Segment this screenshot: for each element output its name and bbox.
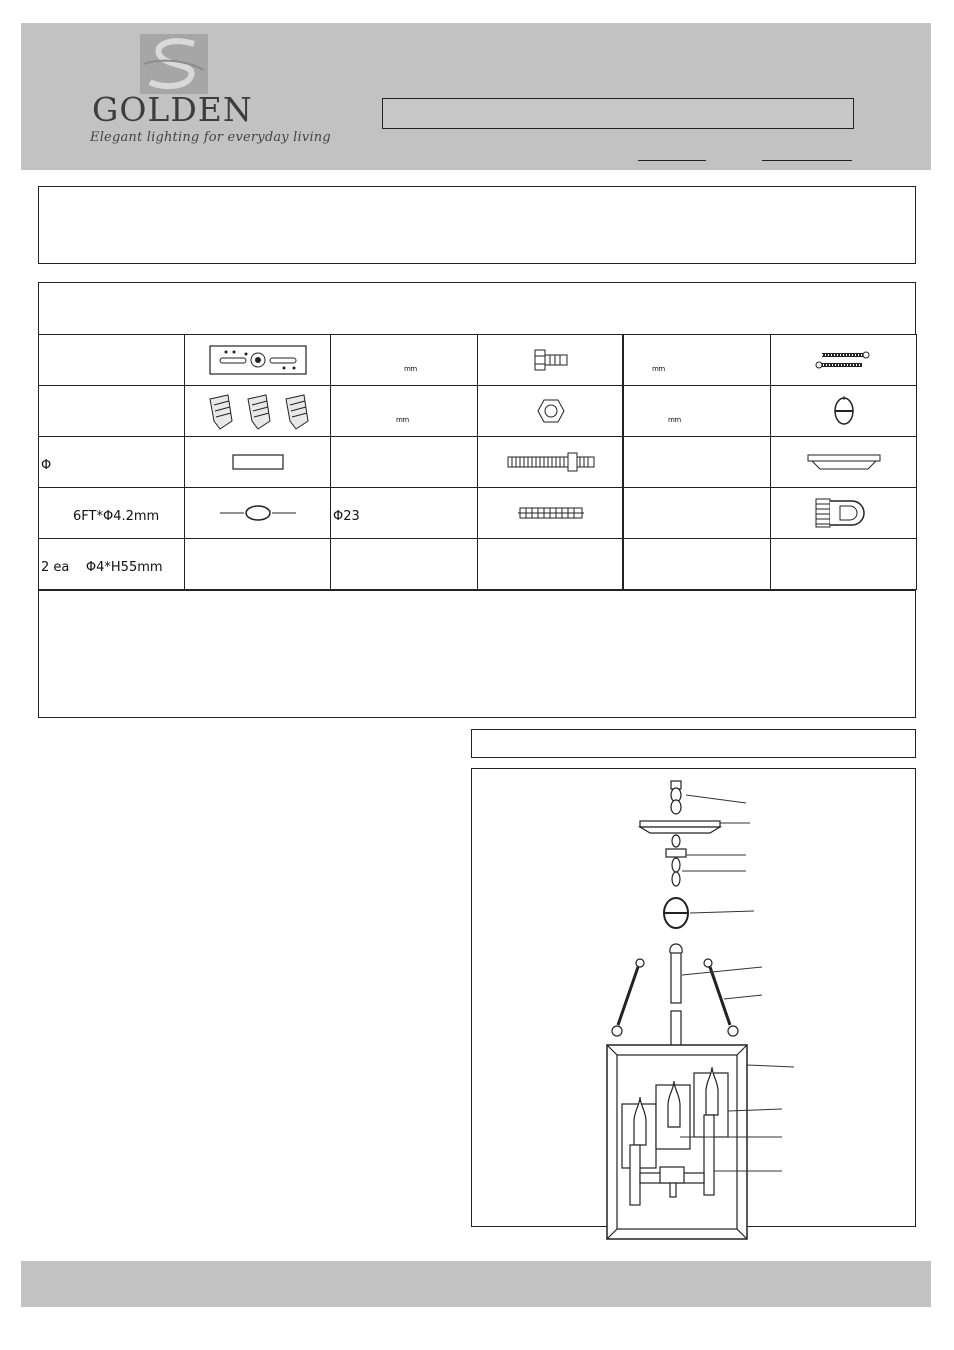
table-cell xyxy=(771,386,917,437)
table-cell xyxy=(39,488,185,539)
table-cell xyxy=(39,437,185,488)
table-cell xyxy=(185,539,331,590)
table-cell xyxy=(478,335,624,386)
parts-panel-header xyxy=(38,282,916,335)
table-divider xyxy=(330,334,331,591)
canopy-icon xyxy=(806,453,882,471)
footer-band xyxy=(21,1261,931,1307)
logo-mark-icon xyxy=(140,34,208,94)
table-cell xyxy=(478,386,624,437)
table-cell xyxy=(771,437,917,488)
socket-loop-icon xyxy=(812,495,876,531)
fixture-diagram xyxy=(590,775,810,1245)
table-row xyxy=(39,386,917,437)
table-row xyxy=(39,488,917,539)
table-cell xyxy=(331,437,478,488)
table-cell xyxy=(478,437,624,488)
table-cell xyxy=(39,386,185,437)
part-spec-label: Φ xyxy=(41,458,52,473)
table-cell xyxy=(771,335,917,386)
logo-tagline: Elegant lighting for everyday living xyxy=(90,130,331,145)
table-divider xyxy=(622,334,623,591)
chain-link-icon xyxy=(218,503,298,523)
table-cell xyxy=(331,386,478,437)
wire-nuts-icon xyxy=(198,391,318,431)
part-spec-label: Φ23 xyxy=(333,509,360,524)
table-cell xyxy=(185,437,331,488)
notice-panel xyxy=(38,186,916,264)
part-spec-label: 2 ea Φ4*H55mm xyxy=(41,560,163,575)
parts-table xyxy=(38,334,917,590)
threaded-rod-icon xyxy=(506,451,596,473)
date-underline xyxy=(762,160,852,161)
ring-loop-icon xyxy=(832,395,856,427)
spacer-block-icon xyxy=(232,454,284,470)
table-cell xyxy=(624,386,771,437)
table-cell xyxy=(624,335,771,386)
unit-mm: mm xyxy=(668,416,681,424)
item-number-underline xyxy=(638,160,706,161)
unit-mm: mm xyxy=(652,365,665,373)
table-row xyxy=(39,437,917,488)
mounting-strap-icon xyxy=(208,342,308,378)
lock-ring-icon xyxy=(516,505,586,521)
hex-nut-icon xyxy=(536,398,566,424)
product-title-box xyxy=(382,98,854,129)
long-screws-icon xyxy=(814,347,874,373)
table-cell xyxy=(478,539,624,590)
table-row xyxy=(39,539,917,590)
part-spec-label: 6FT*Φ4.2mm xyxy=(73,509,160,524)
table-cell xyxy=(185,488,331,539)
unit-mm: mm xyxy=(396,416,409,424)
hex-bolt-icon xyxy=(531,345,571,375)
table-cell xyxy=(478,488,624,539)
table-cell xyxy=(624,488,771,539)
table-cell xyxy=(624,437,771,488)
table-cell xyxy=(331,539,478,590)
table-row xyxy=(39,335,917,386)
diagram-title-box xyxy=(471,729,916,758)
table-cell xyxy=(39,539,185,590)
table-cell xyxy=(331,488,478,539)
table-cell xyxy=(185,335,331,386)
instructions-panel xyxy=(38,590,916,718)
table-cell xyxy=(39,335,185,386)
logo-wordmark: GOLDEN xyxy=(92,90,253,129)
table-cell xyxy=(771,488,917,539)
table-cell xyxy=(624,539,771,590)
table-cell xyxy=(185,386,331,437)
unit-mm: mm xyxy=(404,365,417,373)
table-cell xyxy=(771,539,917,590)
table-cell xyxy=(331,335,478,386)
